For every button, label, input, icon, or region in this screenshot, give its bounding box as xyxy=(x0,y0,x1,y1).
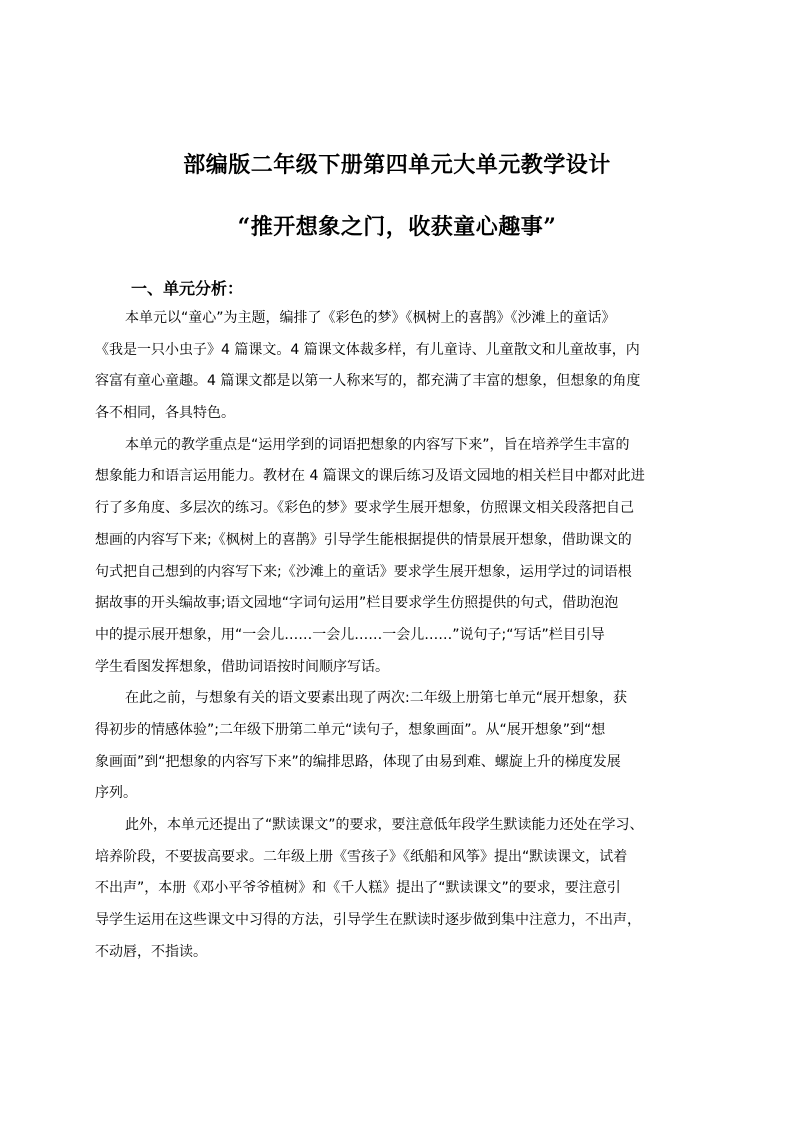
body-line: 学生看图发挥想象，借助词语按时间顺序写话。 xyxy=(95,658,389,675)
body-line: 据故事的开头编故事;语文园地“字词句运用”栏目要求学生仿照提供的句式，借助泡泡 xyxy=(95,595,619,612)
body-line: 此外，本单元还提出了“默读课文”的要求，要注意低年段学生默读能力还处在学习、 xyxy=(125,817,644,833)
body-line: 句式把自己想到的内容写下来;《沙滩上的童话》要求学生展开想象，运用学过的词语根 xyxy=(95,563,632,580)
body-line: 各不相同，各具特色。 xyxy=(95,405,235,422)
body-line: 容富有童心童趣。4 篇课文都是以第一人称来写的，都充满了丰富的想象，但想象的角度 xyxy=(95,373,641,390)
document-subtitle: “推开想象之门，收获童心趣事” xyxy=(237,214,557,240)
body-line: 培养阶段，不要拔高要求。二年级上册《雪孩子》《纸船和风筝》提出“默读课文，试着 xyxy=(95,848,628,865)
body-line: 不出声”，本册《邓小平爷爷植树》和《千人糕》提出了“默读课文”的要求，要注意引 xyxy=(95,880,621,897)
document-title: 部编版二年级下册第四单元大单元教学设计 xyxy=(183,152,611,178)
body-line: 《我是一只小虫子》4 篇课文。4 篇课文体裁多样，有儿童诗、儿童散文和儿童故事，内 xyxy=(95,341,640,358)
body-line: 不动唇，不指读。 xyxy=(95,943,207,960)
body-line: 在此之前，与想象有关的语文要素出现了两次:二年级上册第七单元“展开想象，获 xyxy=(125,690,627,707)
body-line: 中的提示展开想象，用“一会儿……一会儿……一会儿……”说句子;“写话”栏目引导 xyxy=(95,626,605,643)
body-line: 行了多角度、多层次的练习。《彩色的梦》要求学生展开想象，仿照课文相关段落把自己 xyxy=(95,500,634,517)
body-line: 想画的内容写下来;《枫树上的喜鹊》引导学生能根据提供的情景展开想象，借助课文的 xyxy=(95,531,632,548)
section-heading: 一、单元分析： xyxy=(131,279,244,298)
body-line: 得初步的情感体验”;二年级下册第二单元“读句子，想象画面”。从“展开想象”到“想 xyxy=(95,721,606,738)
body-line: 导学生运用在这些课文中习得的方法，引导学生在默读时逐步做到集中注意力，不出声， xyxy=(95,912,641,929)
document-body xyxy=(95,303,725,968)
body-line: 本单元以“童心”为主题，编排了《彩色的梦》《枫树上的喜鹊》《沙滩上的童话》 xyxy=(125,310,616,326)
body-line: 本单元的教学重点是“运用学到的词语把想象的内容写下来”，旨在培养学生丰富的 xyxy=(125,436,630,453)
body-line: 想象能力和语言运用能力。教材在 4 篇课文的课后练习及语文园地的相关栏目中都对此进 xyxy=(95,468,645,485)
body-line: 序列。 xyxy=(95,785,137,802)
body-line: 象画面”到“把想象的内容写下来”的编排思路，体现了由易到难、螺旋上升的梯度发展 xyxy=(95,753,621,770)
